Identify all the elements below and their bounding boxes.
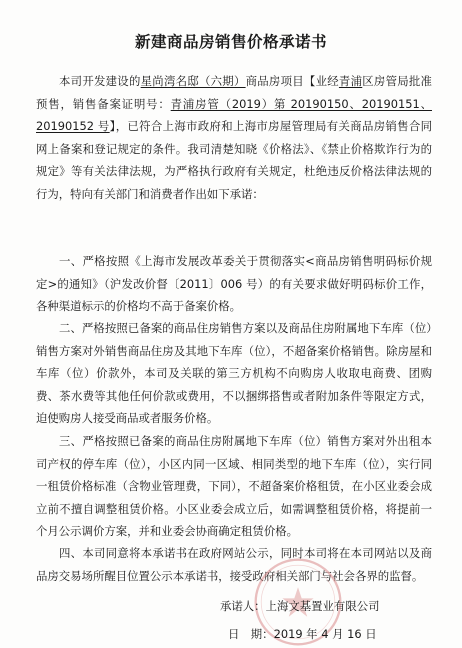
date-value: 2019 年 4 月 16 日 bbox=[273, 627, 377, 641]
project-name: 星尚湾名邸（六期） bbox=[140, 74, 246, 88]
date-label: 日 期： bbox=[228, 627, 274, 641]
signatory-company: 上海文基置业有限公司 bbox=[265, 599, 380, 613]
sales-cert-number: 青浦房管（2019）第 20190150、20190151、20190152 号 bbox=[36, 96, 432, 133]
clause-3: 三、严格按照已备案的商品住房附属地下车库（位）销售方案对外出租本司产权的停车库（位），小区内同一区域、相同类型的地下车库（位），实行同一租赁价格标准（含物业管理费，下同），不超备案价格租赁，在小区业委会成立前不擅自调整租赁价格。小区业委会成立后，如需调整租赁价格，将提前一个月公示调价方案，并和业委会协商确定租赁价格。 bbox=[36, 434, 432, 538]
district-name: 青浦 bbox=[338, 74, 363, 88]
page-title: 新建商品房销售价格承诺书 bbox=[134, 33, 327, 51]
intro-text-2: 商品房项目【业经 bbox=[245, 74, 339, 88]
clause-4: 四、本司同意将本承诺书在政府网站公示，同时本司将在本司网站以及商品房交易场所醒目位置公示本承诺书，接受政府相关部门与社会各界的监督。 bbox=[36, 546, 432, 583]
signatory-line bbox=[220, 598, 380, 614]
clause-2: 二、严格按照已备案的商品住房销售方案以及商品住房附属地下车库（位）销售方案对外销售商品住房及其地下车库（位），不超备案价格销售。除房屋和车库（位）价款外，本司及关联的第三方机构不向购房人收取电商费、团购费、茶水费等其他任何价款或费用，不以捆绑搭售或者附加条件等限定方式，迫使购房人接受商品或者服务价格。 bbox=[36, 321, 432, 425]
intro-text-1: 本司开发建设的 bbox=[59, 74, 141, 88]
intro-text-4: 】，已符合上海市政府和上海市房屋管理局有关商品房销售合同网上备案和登记规定的条件。我司清楚知晓《价格法》、《禁止价格欺诈行为的规定》等有关法律法规，为严格执行政府有关规定，杜绝违反价格法律法规的行为，特向有关部门和消费者作出如下承诺： bbox=[36, 119, 432, 201]
intro-text-3: 区房管局批准预售，销售备案证明号： bbox=[36, 74, 432, 111]
signatory-label: 承诺人： bbox=[220, 599, 266, 613]
clause-1: 一、严格按照《上海市发展改革委关于贯彻落实<商品房销售明码标价规定>的通知》（沪发改价督〔2011〕006 号）的有关要求做好明码标价工作，各种渠道标示的价格均不高于备案价格。 bbox=[36, 254, 432, 313]
date-line bbox=[228, 626, 377, 642]
intro-paragraph bbox=[36, 70, 432, 205]
